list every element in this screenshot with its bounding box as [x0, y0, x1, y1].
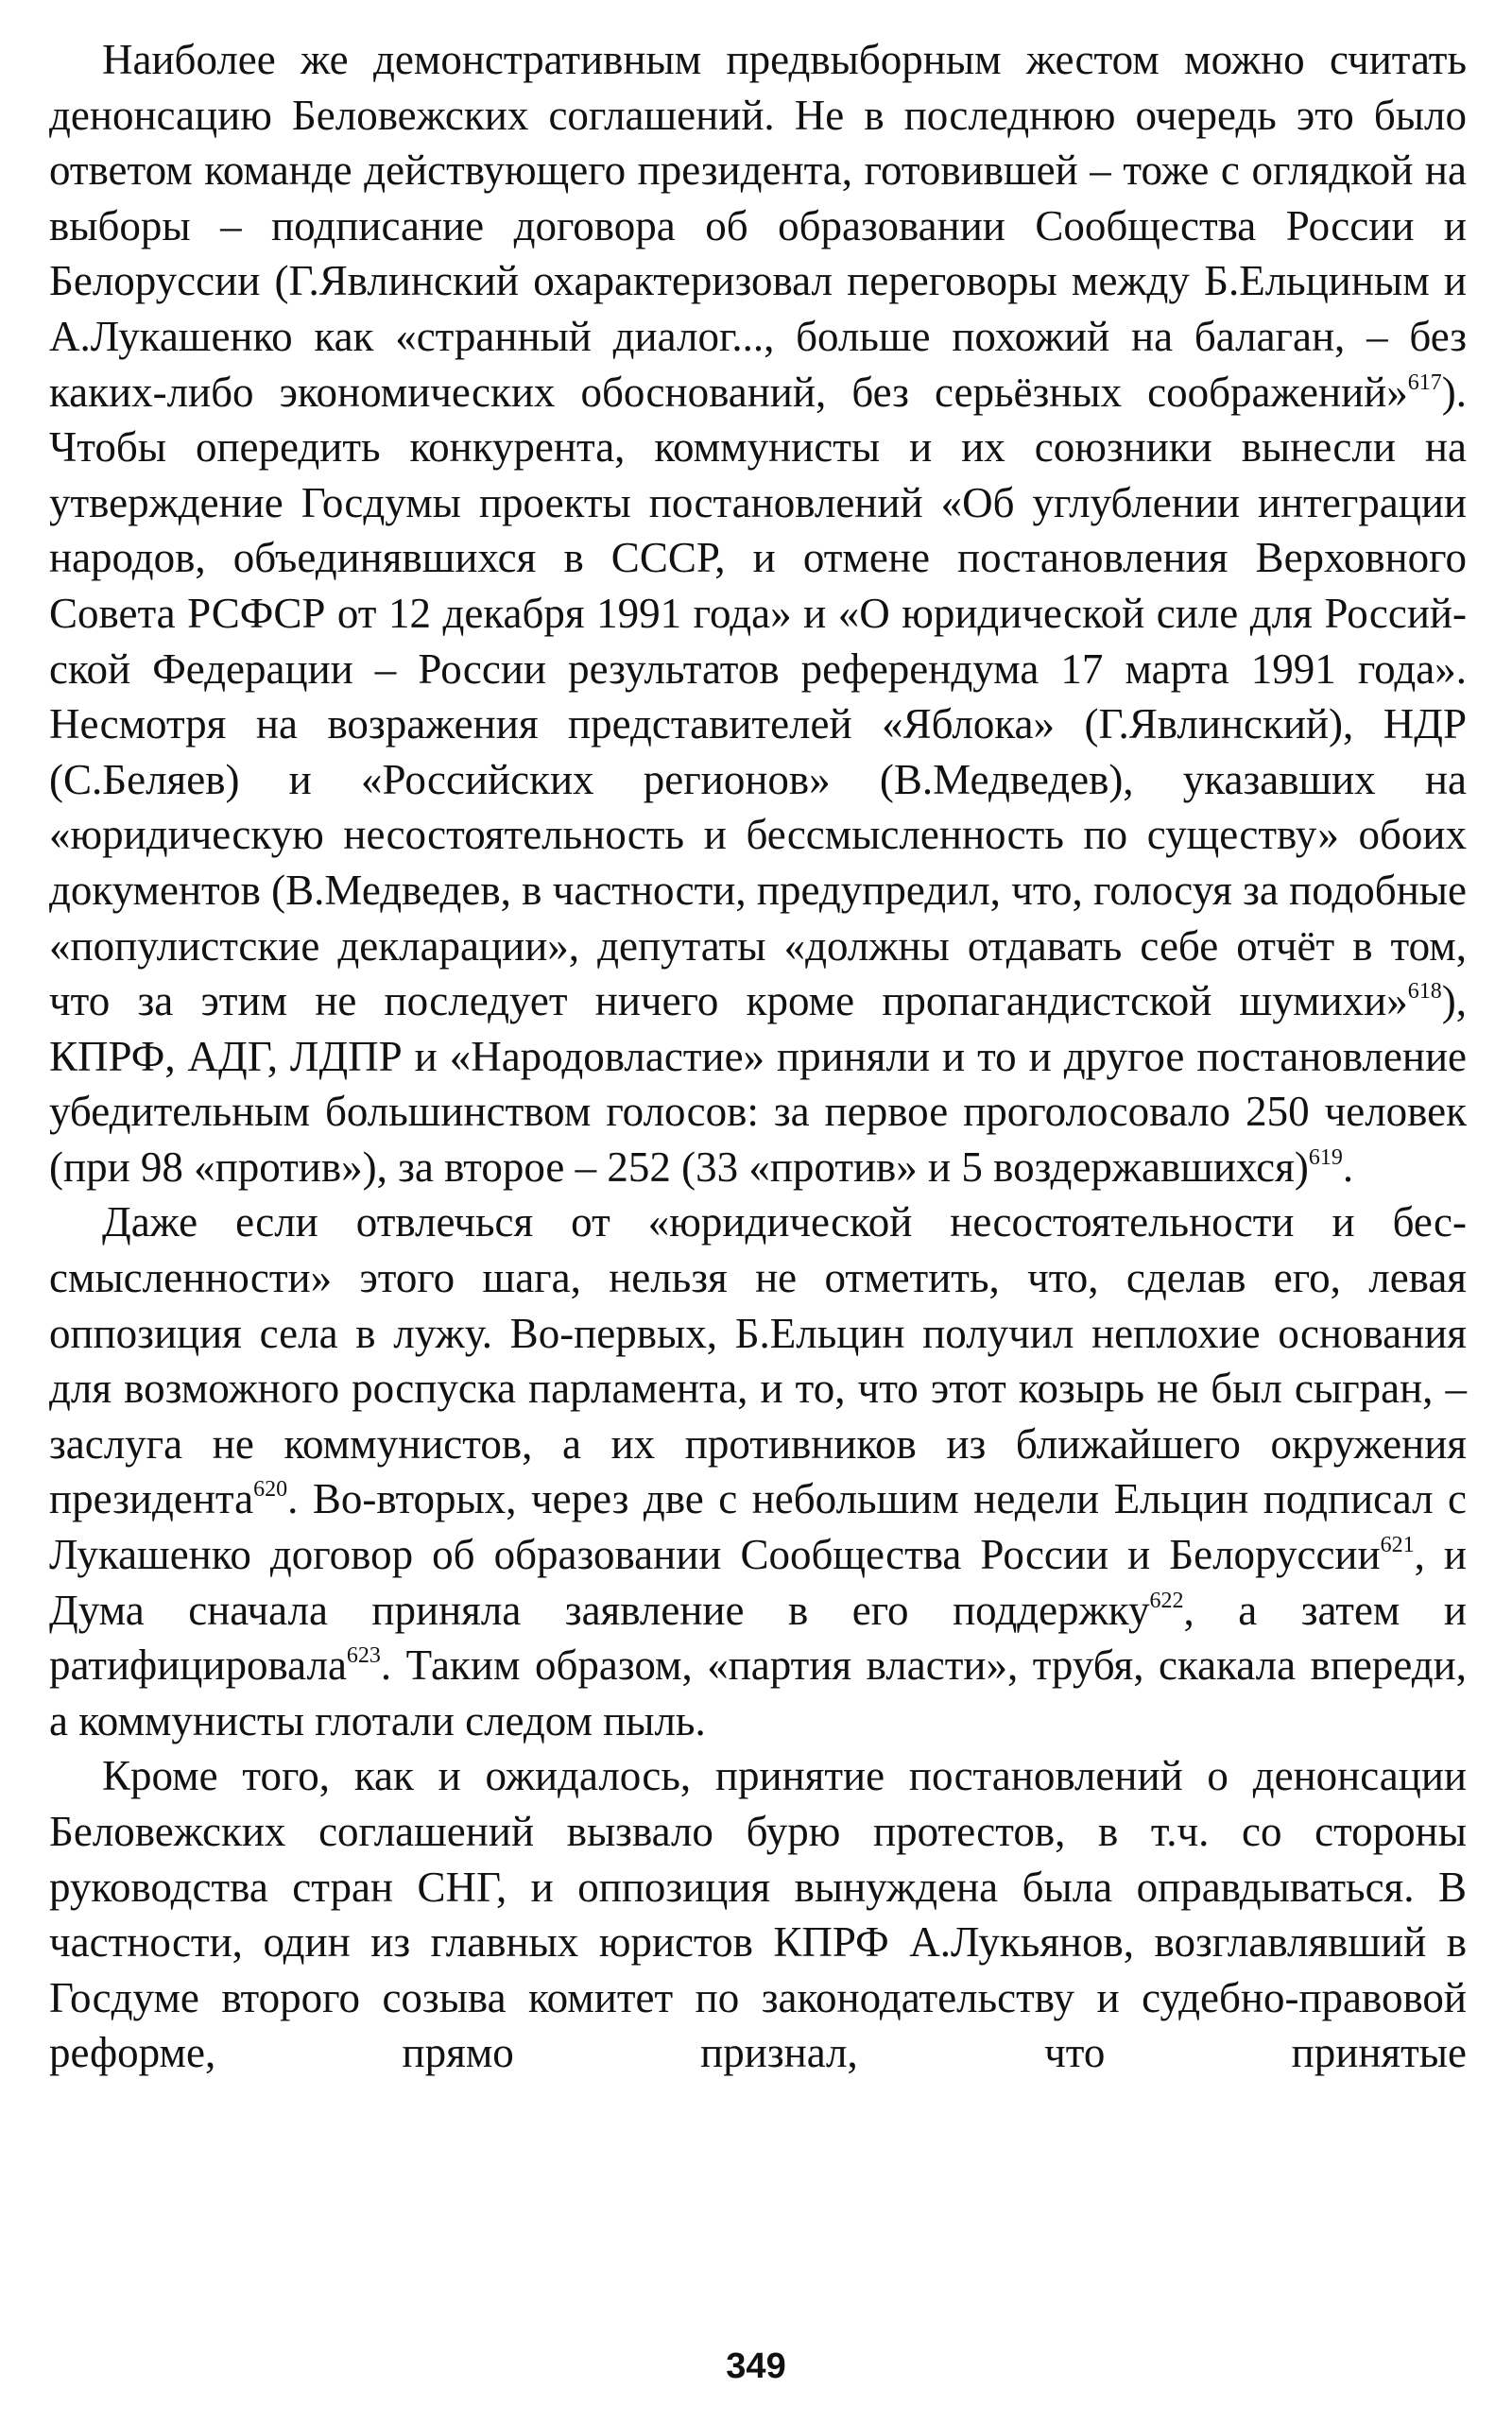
page-number: 349	[726, 2346, 786, 2386]
footnote-ref: 622	[1149, 1588, 1184, 1613]
text-run: . Таким образом, «партия власти», трубя, скакала впереди, а коммунисты глотали следом пыль.	[49, 1641, 1467, 1744]
page-body	[49, 32, 1467, 2081]
text-run: Даже если отвлечься от «юридической несостоятельности и бессмысленности» этого шага, нельзя не отметить, что, сделав его, левая оппозиция села в лужу. Во-первых, Б.Ельцин получил неплохие основания для возможного роспуска парламента, и то, что этот козырь не был сыгран, – заслуга не коммунистов, а их противников из ближайшего окружения президента	[49, 1198, 1467, 1523]
footnote-ref: 619	[1308, 1144, 1343, 1170]
footnote-ref: 617	[1407, 369, 1442, 395]
text-run: ). Чтобы опередить конкурента, коммунисты и их союзники вынесли на утверждение Госдумы проекты постановлений «Об углублении интеграции народов, объединявшихся в СССР, и отмене постановления Верховного Совета РСФСР от 12 декабря 1991 года» и «О юридической силе для Российской Федерации – России результатов референдума 17 марта 1991 года». Несмотря на возражения представителей «Яблока» (Г.Явлинский), НДР (С.Беляев) и «Российских регионов» (В.Медведев), указавших на «юридическую несостоятельность и бессмысленность по существу» обоих документов (В.Медведев, в частности, предупредил, что, голосуя за подобные «популистские декларации», депутаты «должны отдавать себе отчёт в том, что за этим не последует ничего кроме пропагандистской шумихи»	[49, 368, 1467, 1025]
paragraph	[49, 32, 1467, 1194]
text-run: ), КПРФ, АДГ, ЛДПР и «Народовластие» приняли и то и другое постановление убедительным большинством голосов: за первое проголосовало 250 человек (при 98 «против»), за второе – 252 (33 «против» и 5 воздержавшихся)	[49, 977, 1467, 1191]
footnote-ref: 620	[253, 1477, 288, 1503]
paragraph	[49, 1748, 1467, 2081]
paragraph	[49, 1194, 1467, 1748]
text-run: Кроме того, как и ожидалось, принятие постановлений о денонсации Беловежских соглашений вызвало бурю протестов, в т.ч. со стороны руководства стран СНГ, и оппозиция вынуждена была оправдываться. В частности, один из главных юристов КПРФ А.Лукьянов, возглавлявший в Госдуме второго созыва комитет по законодательству и судебно-правовой реформе, прямо признал, что принятые	[49, 1752, 1467, 2077]
text-run: . Во-вторых, через две с небольшим недели Ельцин подписал с Лукашенко договор об образовании Сообщества России и Белоруссии	[49, 1475, 1467, 1579]
text-run: Наиболее же демонстративным предвыборным жестом можно считать денонсацию Беловежских соглашений. Не в последнюю очередь это было ответом команде действующего президента, готовившей – тоже с оглядкой на выборы – подписание договора об образовании Сообщества России и Белоруссии (Г.Явлинский охарактеризовал переговоры между Б.Ельциным и А.Лукашенко как «странный диалог..., больше похожий на балаган, – без каких-либо экономических обоснований, без серьёзных соображений»	[49, 36, 1467, 416]
footnote-ref: 623	[346, 1643, 381, 1669]
footnote-ref: 621	[1380, 1533, 1415, 1558]
text-run: , и Дума сначала приняла заявление в его поддержку	[49, 1531, 1467, 1634]
text-run: .	[1342, 1143, 1354, 1191]
footnote-ref: 618	[1407, 979, 1442, 1005]
text-run: , а затем и ратифицировала	[49, 1586, 1467, 1690]
